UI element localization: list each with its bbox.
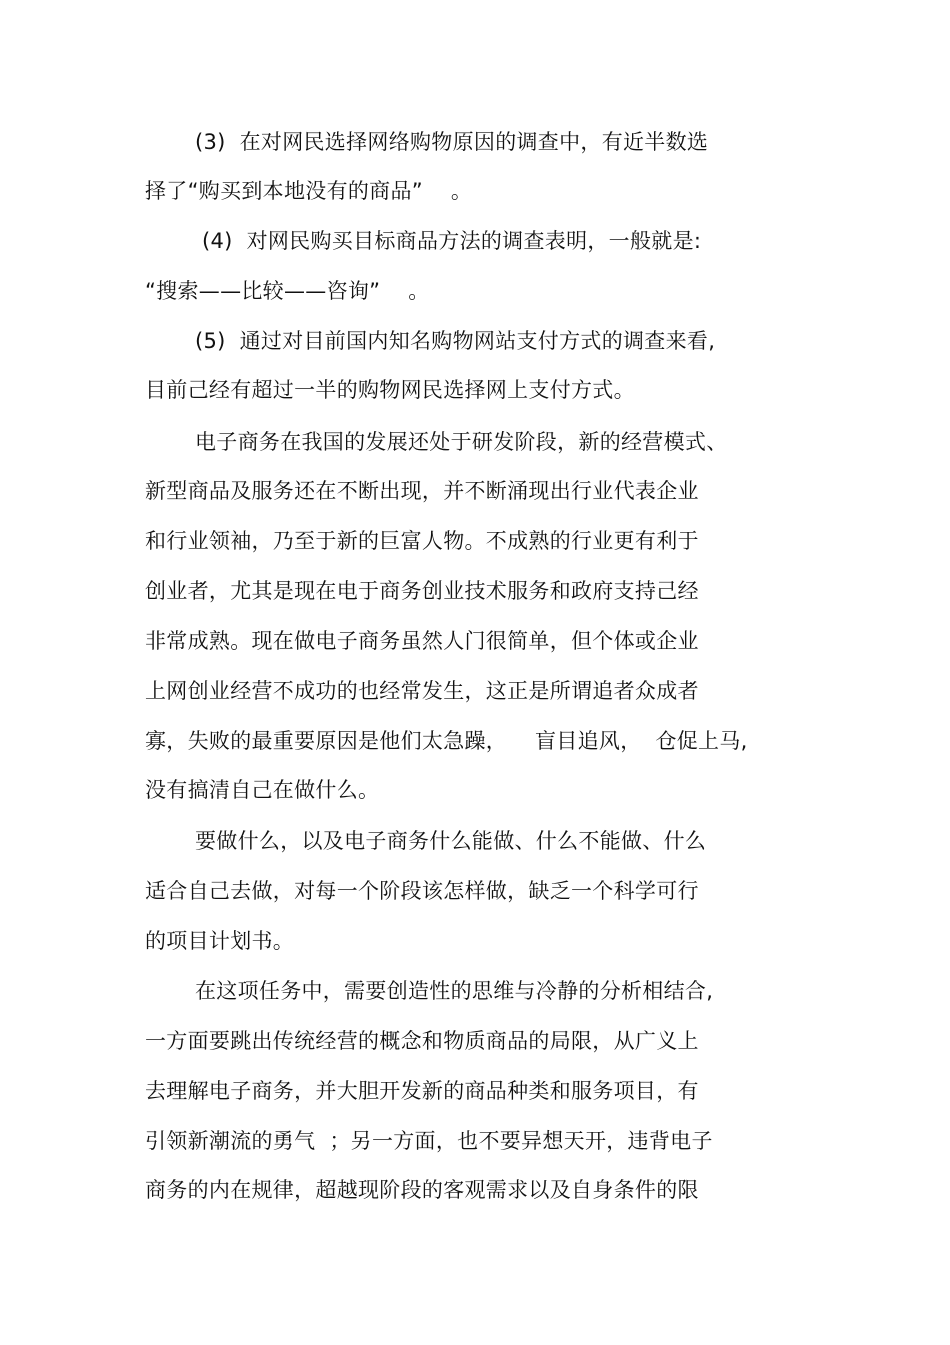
text-line-4: “搜索——比较——咨询” 。 xyxy=(145,279,430,303)
text-line-17: 的项目计划书。 xyxy=(145,929,295,953)
text-line-19: 一方面要跳出传统经营的概念和物质商品的局限，从广义上 xyxy=(145,1029,699,1053)
text-line-22: 商务的内在规律，超越现阶段的客观需求以及自身条件的限 xyxy=(145,1178,699,1202)
text-line-2: 择了“购买到本地没有的商品” 。 xyxy=(145,179,473,203)
text-line-10: 创业者，尤其是现在电于商务创业技术服务和政府支持己经 xyxy=(145,579,699,603)
text-line-16: 适合自己去做，对每一个阶段该怎样做，缺乏一个科学可行 xyxy=(145,879,699,903)
text-line-12: 上网创业经营不成功的也经常发生，这正是所谓追者众成者 xyxy=(145,679,699,703)
text-line-14: 没有搞清自己在做什么。 xyxy=(145,778,380,802)
text-line-13: 寡，失败的最重要原因是他们太急躁， 盲目追风， 仓促上马, xyxy=(145,729,748,753)
text-line-7: 电子商务在我国的发展还处于研发阶段，新的经营模式、 xyxy=(195,430,728,454)
text-line-18: 在这项任务中，需要创造性的思维与冷静的分析相结合, xyxy=(195,979,714,1003)
text-line-20: 去理解电子商务，并大胆开发新的商品种类和服务项目，有 xyxy=(145,1079,699,1103)
text-line-11: 非常成熟。现在做电子商务虽然人门很简单，但个体或企业 xyxy=(145,629,699,653)
text-line-6: 目前己经有超过一半的购物网民选择网上支付方式。 xyxy=(145,378,635,402)
text-line-21: 引领新潮流的勇气 ；另一方面，也不要异想天开，违背电子 xyxy=(145,1129,713,1153)
text-line-9: 和行业领袖，乃至于新的巨富人物。不成熟的行业更有利于 xyxy=(145,529,699,553)
text-line-5: (5) 通过对目前国内知名购物网站支付方式的调查来看, xyxy=(195,329,716,353)
text-line-8: 新型商品及服务还在不断出现，并不断涌现出行业代表企业 xyxy=(145,479,699,503)
text-line-1: (3) 在对网民选择网络购物原因的调查中，有近半数选 xyxy=(195,130,709,154)
text-line-15: 要做什么，以及电子商务什么能做、什么不能做、什么 xyxy=(195,829,707,853)
text-line-3: (4) 对网民购买目标商品方法的调查表明，一般就是: xyxy=(195,229,702,253)
